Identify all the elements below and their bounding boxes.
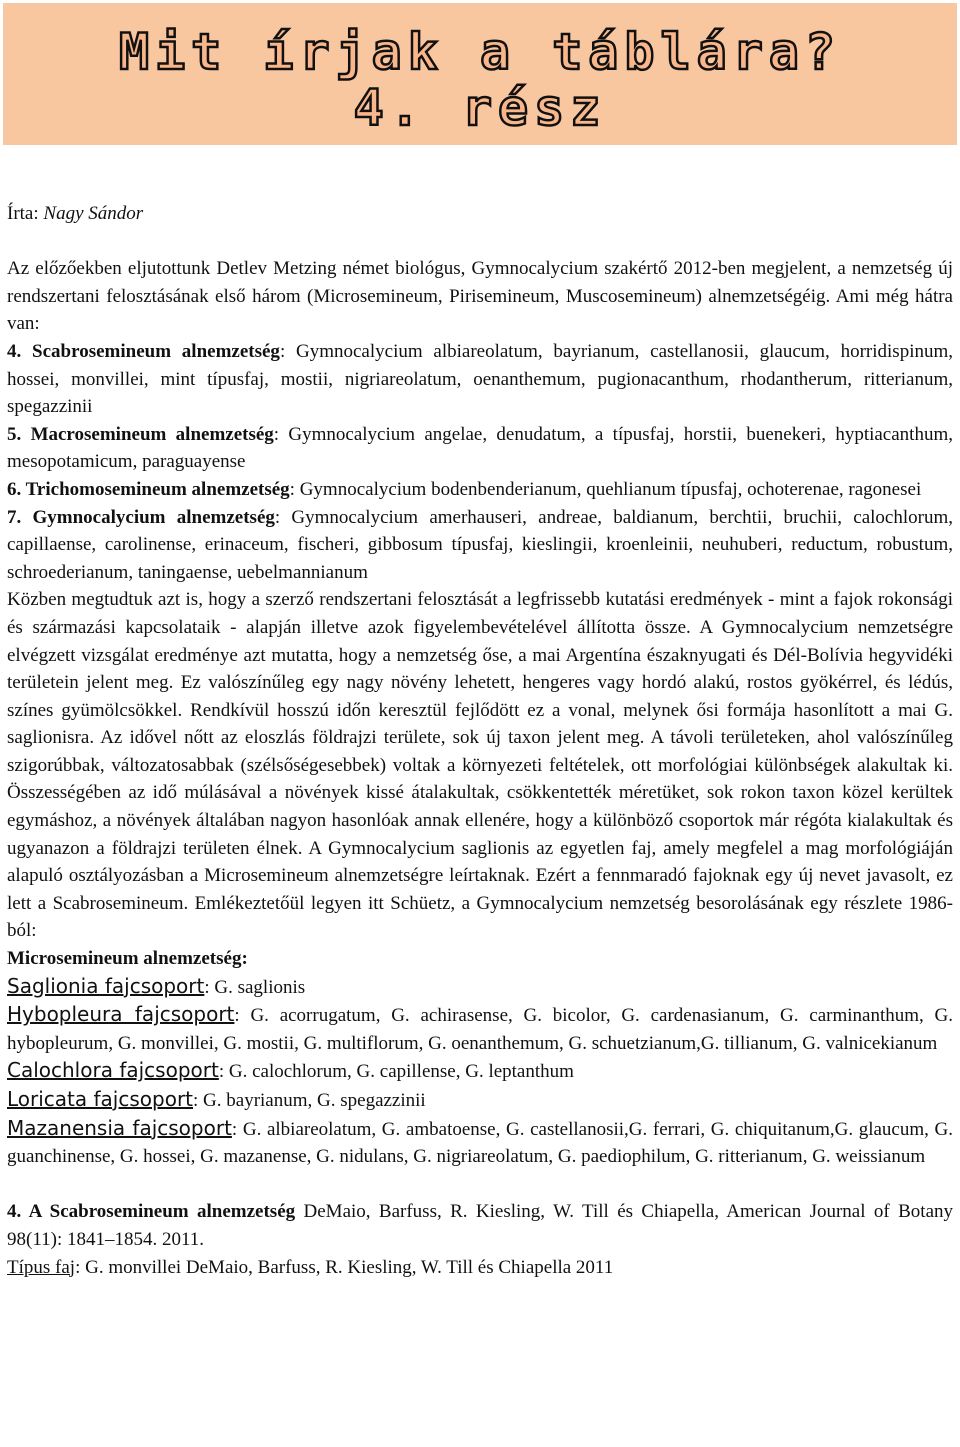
byline [7, 200, 953, 228]
species-group [7, 973, 953, 1002]
species-group-name: Hybopleura fajcsoport [7, 1002, 235, 1027]
species-group [7, 1086, 953, 1115]
author-name: Nagy Sándor [43, 203, 144, 224]
species-group-list: : G. calochlorum, G. capillense, G. leptanthum [218, 1061, 574, 1083]
subgenus-entry [7, 421, 953, 476]
type-species-text: : G. monvillei DeMaio, Barfuss, R. Kiesling, W. Till és Chiapella 2011 [75, 1256, 614, 1278]
subgenus-species: : Gymnocalycium angelae, denudatum, a típusfaj, horstii, buenekeri, hyptiacanthum, mesopotamicum, paraguayense [7, 423, 953, 473]
subgenus-title: 5. Macrosemineum alnemzetség [7, 423, 274, 445]
byline-label: Írta: [7, 203, 39, 224]
species-group-list: : G. saglionis [204, 976, 306, 998]
page-subtitle: 4. rész [353, 79, 607, 137]
article-body [7, 200, 953, 1281]
species-group-name: Calochlora fajcsoport [7, 1058, 219, 1083]
subgenus-species: : Gymnocalycium albiareolatum, bayrianum, castellanosii, glaucum, horridispinum, hossei, monvillei, mint típusfaj, mostii, nigriareolatum, oenanthemum, pugionacanthum, rhodantherum, ritterianum, spegazzinii [7, 340, 953, 418]
subgenus-entry [7, 338, 953, 421]
reference-citation [7, 1198, 953, 1253]
species-group [7, 1057, 953, 1086]
type-species-label: Típus faj [7, 1256, 76, 1278]
title-banner [3, 3, 957, 145]
species-group-list: : G. bayrianum, G. spegazzinii [193, 1090, 426, 1111]
species-group [7, 1115, 953, 1171]
subgenus-entry [7, 504, 953, 587]
subgenus-species: : Gymnocalycium amerhauseri, andreae, baldianum, berchtii, bruchii, calochlorum, capillaense, carolinense, erinaceum, fischeri, gibbosum típusfaj, kieslingii, kroenleinii, neuhuberi, reductum, robustum, schroederianum, taningaense, uebelmannianum [7, 506, 954, 583]
page-title: Mit írjak a táblára? [118, 23, 842, 81]
species-group-list: : G. acorrugatum, G. achirasense, G. bicolor, G. cardenasianum, G. carminanthum, G. hybopleurum, G. monvillei, G. mostii, G. multiflorum, G. oenanthemum, G. schuetzianum,G. tillianum, G. valnicekianum [7, 1005, 953, 1054]
species-group-name: Mazanensia fajcsoport [7, 1115, 232, 1140]
intro-paragraph: Az előzőekben eljutottunk Detlev Metzing német biológus, Gymnocalycium szakértő 2012-ben megjelent, a nemzetség új rendszertani felosztásának első három (Microsemineum, Pirisemineum, Muscosemineum) alnemzetségéig. Ami még hátra van: [7, 258, 953, 335]
reference-text: DeMaio, Barfuss, R. Kiesling, W. Till és Chiapella, American Journal of Botany 98(11): 1841–1854. 2011. [7, 1201, 953, 1250]
species-group-list: : G. albiareolatum, G. ambatoense, G. castellanosii,G. ferrari, G. chiquitanum,G. glaucum, G. guanchinense, G. hossei, G. mazanense, G. nidulans, G. nigriareolatum, G. paediophilum, G. ritterianum, G. weissianum [7, 1118, 953, 1168]
subgenus-species: : Gymnocalycium bodenbenderianum, quehlianum típusfaj, ochoterenae, ragonesei [289, 478, 922, 500]
subgenus-title: 6. Trichomosemineum alnemzetség [7, 478, 290, 500]
main-paragraph: Közben megtudtuk azt is, hogy a szerző rendszertani felosztását a legfrissebb kutatási eredmények - mint a fajok rokonsági és származási kapcsolataik - alapján illetve azok figyelembevételével állította össze. A Gymnocalycium nemzetségre elvégzett vizsgálat eredménye azt mutatta, hogy a nemzetség őse, a mai Argentína északnyugati és Dél-Bolívia hegyvidéki területein jelent meg. Ez valószínűleg egy nagy növény lehetett, hengeres vagy hordó alakú, rostos gyökérrel, és lédús, színes gyümölcsökkel. Rendkívül hosszú időn keresztül fejlődött ez a vonal, melynek ősi formája hasonlított a mai G. saglionisra. Az idővel nőtt az eloszlás földrajzi területe, sok új taxon jelent meg. A távoli területeken, ahol valószínűleg szigorúbbak, változatosabbak (szélsőségesebbek) voltak a környezeti feltételek, ott morfológiai különbségek alakultak ki. Összességében az idő múlásával a növények kissé átalakultak, csökkentették méretüket, sok rokon taxon közel kerültek egymáshoz, a növények általában nagyon hasonlóak annak ellenére, hogy a különböző csoportok már régóta kialakultak és ugyanazon a földrajzi területen élnek. A Gymnocalycium saglionis az egyetlen faj, amely megfelel a mag morfológiáján alapuló osztályozásban a Microsemineum alnemzetségre leírtaknak. Ezért a fennmaradó fajoknak egy új nevet javasolt, ez lett a Scabrosemineum. Emlékeztetőül legyen itt Schüetz, a Gymnocalycium nemzetség besorolásának egy részlete 1986-ból: [7, 589, 953, 942]
subgenus-title: 7. Gymnocalycium alnemzetség [7, 506, 275, 528]
reference-title: 4. A Scabrosemineum alnemzetség [7, 1201, 296, 1223]
species-group-name: Loricata fajcsoport [7, 1087, 194, 1111]
spacer [7, 1171, 953, 1199]
microsemineum-heading: Microsemineum alnemzetség: [7, 948, 248, 970]
type-species-line [7, 1254, 953, 1282]
subgenus-title: 4. Scabrosemineum alnemzetség [7, 340, 280, 362]
subgenus-entry [7, 476, 953, 504]
species-group [7, 1001, 953, 1057]
species-group-name: Saglionia fajcsoport [7, 973, 205, 998]
